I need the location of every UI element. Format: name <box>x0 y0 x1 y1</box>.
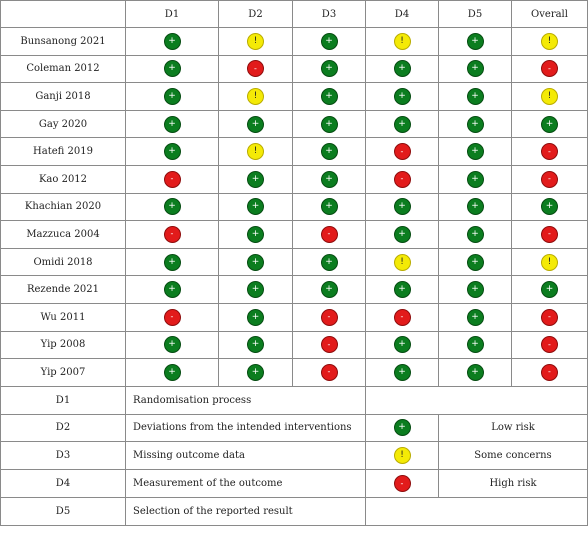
rating-cell-d4 <box>366 303 439 331</box>
legend-domain-label: Missing outcome data <box>126 442 366 470</box>
legend-symbol-cell <box>366 414 439 442</box>
legend-judgement-label: Some concerns <box>439 442 588 470</box>
judgement-dot: + <box>467 116 484 133</box>
judgement-dot: + <box>467 254 484 271</box>
legend-judgement-label: Low risk <box>439 414 588 442</box>
rating-cell-d4 <box>366 165 439 193</box>
header-d2: D2 <box>219 1 293 28</box>
judgement-dot: + <box>247 364 264 381</box>
header-overall: Overall <box>512 1 588 28</box>
judgement-dot: + <box>394 336 411 353</box>
rating-cell-d1 <box>126 276 219 304</box>
legend-domain-label: Randomisation process <box>126 386 366 414</box>
study-name: Gay 2020 <box>1 110 126 138</box>
rating-cell-d1 <box>126 359 219 387</box>
legend-domain-label: Measurement of the outcome <box>126 470 366 498</box>
judgement-dot: + <box>247 254 264 271</box>
legend-row <box>1 386 588 414</box>
judgement-dot: + <box>164 364 181 381</box>
study-row <box>1 110 588 138</box>
rating-cell-overall <box>512 110 588 138</box>
rating-cell-d4 <box>366 83 439 111</box>
legend-blank-cell <box>366 386 588 414</box>
rating-cell-d1 <box>126 303 219 331</box>
header-row <box>1 1 588 28</box>
rating-cell-d5 <box>439 55 512 83</box>
judgement-dot: - <box>541 309 558 326</box>
legend-symbol-dot: + <box>394 419 411 436</box>
rating-cell-d3 <box>293 248 366 276</box>
study-row <box>1 303 588 331</box>
rating-cell-d3 <box>293 303 366 331</box>
rating-cell-d1 <box>126 165 219 193</box>
rating-cell-overall <box>512 359 588 387</box>
judgement-dot: + <box>321 281 338 298</box>
rating-cell-d2 <box>219 55 293 83</box>
study-row <box>1 83 588 111</box>
rating-cell-d1 <box>126 331 219 359</box>
judgement-dot: + <box>467 88 484 105</box>
study-name: Omidi 2018 <box>1 248 126 276</box>
judgement-dot: + <box>541 116 558 133</box>
study-row <box>1 28 588 56</box>
rating-cell-d2 <box>219 138 293 166</box>
judgement-dot: + <box>467 33 484 50</box>
study-name: Wu 2011 <box>1 303 126 331</box>
legend-domain-code: D1 <box>1 386 126 414</box>
rating-cell-d2 <box>219 359 293 387</box>
rating-cell-d4 <box>366 110 439 138</box>
judgement-dot: - <box>321 364 338 381</box>
legend-judgement-label: High risk <box>439 470 588 498</box>
judgement-dot: + <box>321 198 338 215</box>
rating-cell-overall <box>512 83 588 111</box>
study-row <box>1 165 588 193</box>
rating-cell-d3 <box>293 331 366 359</box>
rating-cell-d2 <box>219 193 293 221</box>
judgement-dot: - <box>164 171 181 188</box>
study-name: Hatefi 2019 <box>1 138 126 166</box>
rating-cell-d3 <box>293 165 366 193</box>
rating-cell-d5 <box>439 165 512 193</box>
judgement-dot: + <box>541 198 558 215</box>
header-corner <box>1 1 126 28</box>
judgement-dot: + <box>467 364 484 381</box>
judgement-dot: - <box>541 226 558 243</box>
judgement-dot: + <box>247 116 264 133</box>
rating-cell-d3 <box>293 138 366 166</box>
judgement-dot: - <box>321 309 338 326</box>
rating-cell-d2 <box>219 28 293 56</box>
rating-cell-d5 <box>439 248 512 276</box>
legend-row <box>1 497 588 525</box>
study-name: Coleman 2012 <box>1 55 126 83</box>
judgement-dot: + <box>247 226 264 243</box>
legend-blank-cell <box>366 497 588 525</box>
rating-cell-d5 <box>439 28 512 56</box>
judgement-dot: + <box>394 198 411 215</box>
legend-domain-code: D4 <box>1 470 126 498</box>
rating-cell-d2 <box>219 221 293 249</box>
rating-cell-d2 <box>219 248 293 276</box>
study-name: Khachian 2020 <box>1 193 126 221</box>
rating-cell-d4 <box>366 138 439 166</box>
rating-cell-d5 <box>439 110 512 138</box>
rating-cell-d5 <box>439 303 512 331</box>
rating-cell-overall <box>512 303 588 331</box>
judgement-dot: - <box>394 171 411 188</box>
rating-cell-d4 <box>366 276 439 304</box>
judgement-dot: - <box>321 336 338 353</box>
judgement-dot: + <box>394 226 411 243</box>
judgement-dot: - <box>541 364 558 381</box>
legend-domain-code: D3 <box>1 442 126 470</box>
rating-cell-d3 <box>293 359 366 387</box>
judgement-dot: ! <box>541 254 558 271</box>
rating-cell-d1 <box>126 221 219 249</box>
judgement-dot: - <box>247 60 264 77</box>
legend-symbol-cell <box>366 442 439 470</box>
study-row <box>1 55 588 83</box>
judgement-dot: ! <box>247 88 264 105</box>
study-row <box>1 248 588 276</box>
legend-domain-code: D5 <box>1 497 126 525</box>
rating-cell-d5 <box>439 331 512 359</box>
judgement-dot: + <box>247 171 264 188</box>
study-row <box>1 331 588 359</box>
rating-cell-d2 <box>219 331 293 359</box>
judgement-dot: + <box>321 33 338 50</box>
rating-cell-d2 <box>219 303 293 331</box>
judgement-dot: ! <box>247 143 264 160</box>
judgement-dot: + <box>164 33 181 50</box>
study-row <box>1 359 588 387</box>
legend-domain-code: D2 <box>1 414 126 442</box>
header-d4: D4 <box>366 1 439 28</box>
judgement-dot: + <box>247 281 264 298</box>
rating-cell-d1 <box>126 248 219 276</box>
judgement-dot: - <box>394 309 411 326</box>
rating-cell-d3 <box>293 28 366 56</box>
judgement-dot: - <box>541 171 558 188</box>
rating-cell-d2 <box>219 83 293 111</box>
study-row <box>1 138 588 166</box>
legend-row <box>1 470 588 498</box>
rating-cell-overall <box>512 193 588 221</box>
rating-cell-d3 <box>293 276 366 304</box>
judgement-dot: + <box>164 281 181 298</box>
legend-symbol-cell <box>366 470 439 498</box>
judgement-dot: - <box>164 226 181 243</box>
rating-cell-d2 <box>219 165 293 193</box>
header-d1: D1 <box>126 1 219 28</box>
header-d5: D5 <box>439 1 512 28</box>
risk-of-bias-table-body <box>1 1 588 526</box>
legend-row <box>1 442 588 470</box>
judgement-dot: + <box>321 116 338 133</box>
judgement-dot: - <box>541 143 558 160</box>
judgement-dot: - <box>394 143 411 160</box>
judgement-dot: ! <box>541 33 558 50</box>
judgement-dot: ! <box>247 33 264 50</box>
rating-cell-d1 <box>126 138 219 166</box>
judgement-dot: + <box>467 143 484 160</box>
judgement-dot: + <box>394 364 411 381</box>
judgement-dot: + <box>321 171 338 188</box>
judgement-dot: + <box>467 336 484 353</box>
legend-domain-label: Deviations from the intended interventions <box>126 414 366 442</box>
study-row <box>1 276 588 304</box>
study-name: Rezende 2021 <box>1 276 126 304</box>
judgement-dot: + <box>394 116 411 133</box>
judgement-dot: - <box>541 60 558 77</box>
rating-cell-d1 <box>126 83 219 111</box>
rating-cell-d1 <box>126 193 219 221</box>
rating-cell-d2 <box>219 276 293 304</box>
judgement-dot: + <box>247 309 264 326</box>
judgement-dot: ! <box>394 33 411 50</box>
judgement-dot: + <box>321 88 338 105</box>
judgement-dot: + <box>247 336 264 353</box>
study-name: Yip 2007 <box>1 359 126 387</box>
judgement-dot: - <box>321 226 338 243</box>
judgement-dot: + <box>467 226 484 243</box>
rating-cell-d5 <box>439 83 512 111</box>
rating-cell-d5 <box>439 138 512 166</box>
judgement-dot: + <box>164 60 181 77</box>
rating-cell-d3 <box>293 110 366 138</box>
rating-cell-overall <box>512 331 588 359</box>
rating-cell-d4 <box>366 359 439 387</box>
study-name: Bunsanong 2021 <box>1 28 126 56</box>
judgement-dot: ! <box>541 88 558 105</box>
judgement-dot: + <box>467 281 484 298</box>
judgement-dot: ! <box>394 254 411 271</box>
judgement-dot: + <box>164 254 181 271</box>
rating-cell-d3 <box>293 83 366 111</box>
rating-cell-d3 <box>293 193 366 221</box>
rating-cell-d5 <box>439 359 512 387</box>
judgement-dot: + <box>394 281 411 298</box>
study-name: Kao 2012 <box>1 165 126 193</box>
rating-cell-d5 <box>439 193 512 221</box>
rating-cell-d2 <box>219 110 293 138</box>
rating-cell-d4 <box>366 55 439 83</box>
judgement-dot: - <box>164 309 181 326</box>
judgement-dot: + <box>467 171 484 188</box>
rating-cell-overall <box>512 221 588 249</box>
study-row <box>1 221 588 249</box>
header-d3: D3 <box>293 1 366 28</box>
rating-cell-d4 <box>366 28 439 56</box>
legend-symbol-dot: - <box>394 475 411 492</box>
rating-cell-d4 <box>366 248 439 276</box>
judgement-dot: + <box>467 198 484 215</box>
rating-cell-d4 <box>366 193 439 221</box>
judgement-dot: + <box>247 198 264 215</box>
study-name: Mazzuca 2004 <box>1 221 126 249</box>
study-name: Yip 2008 <box>1 331 126 359</box>
judgement-dot: + <box>467 309 484 326</box>
rating-cell-d4 <box>366 221 439 249</box>
judgement-dot: + <box>394 88 411 105</box>
rating-cell-overall <box>512 138 588 166</box>
rating-cell-overall <box>512 276 588 304</box>
judgement-dot: + <box>541 281 558 298</box>
rating-cell-overall <box>512 248 588 276</box>
judgement-dot: + <box>164 88 181 105</box>
rating-cell-d3 <box>293 55 366 83</box>
rating-cell-overall <box>512 28 588 56</box>
judgement-dot: + <box>164 336 181 353</box>
legend-symbol-dot: ! <box>394 447 411 464</box>
rating-cell-d4 <box>366 331 439 359</box>
judgement-dot: + <box>164 198 181 215</box>
rating-cell-d1 <box>126 55 219 83</box>
judgement-dot: + <box>467 60 484 77</box>
rating-cell-d5 <box>439 221 512 249</box>
rating-cell-d5 <box>439 276 512 304</box>
rating-cell-d3 <box>293 221 366 249</box>
judgement-dot: + <box>321 60 338 77</box>
judgement-dot: + <box>164 143 181 160</box>
rating-cell-overall <box>512 165 588 193</box>
judgement-dot: + <box>321 254 338 271</box>
rating-cell-overall <box>512 55 588 83</box>
study-row <box>1 193 588 221</box>
judgement-dot: + <box>394 60 411 77</box>
judgement-dot: + <box>321 143 338 160</box>
judgement-dot: + <box>164 116 181 133</box>
rating-cell-d1 <box>126 28 219 56</box>
judgement-dot: - <box>541 336 558 353</box>
rating-cell-d1 <box>126 110 219 138</box>
legend-domain-label: Selection of the reported result <box>126 497 366 525</box>
study-name: Ganji 2018 <box>1 83 126 111</box>
legend-row <box>1 414 588 442</box>
